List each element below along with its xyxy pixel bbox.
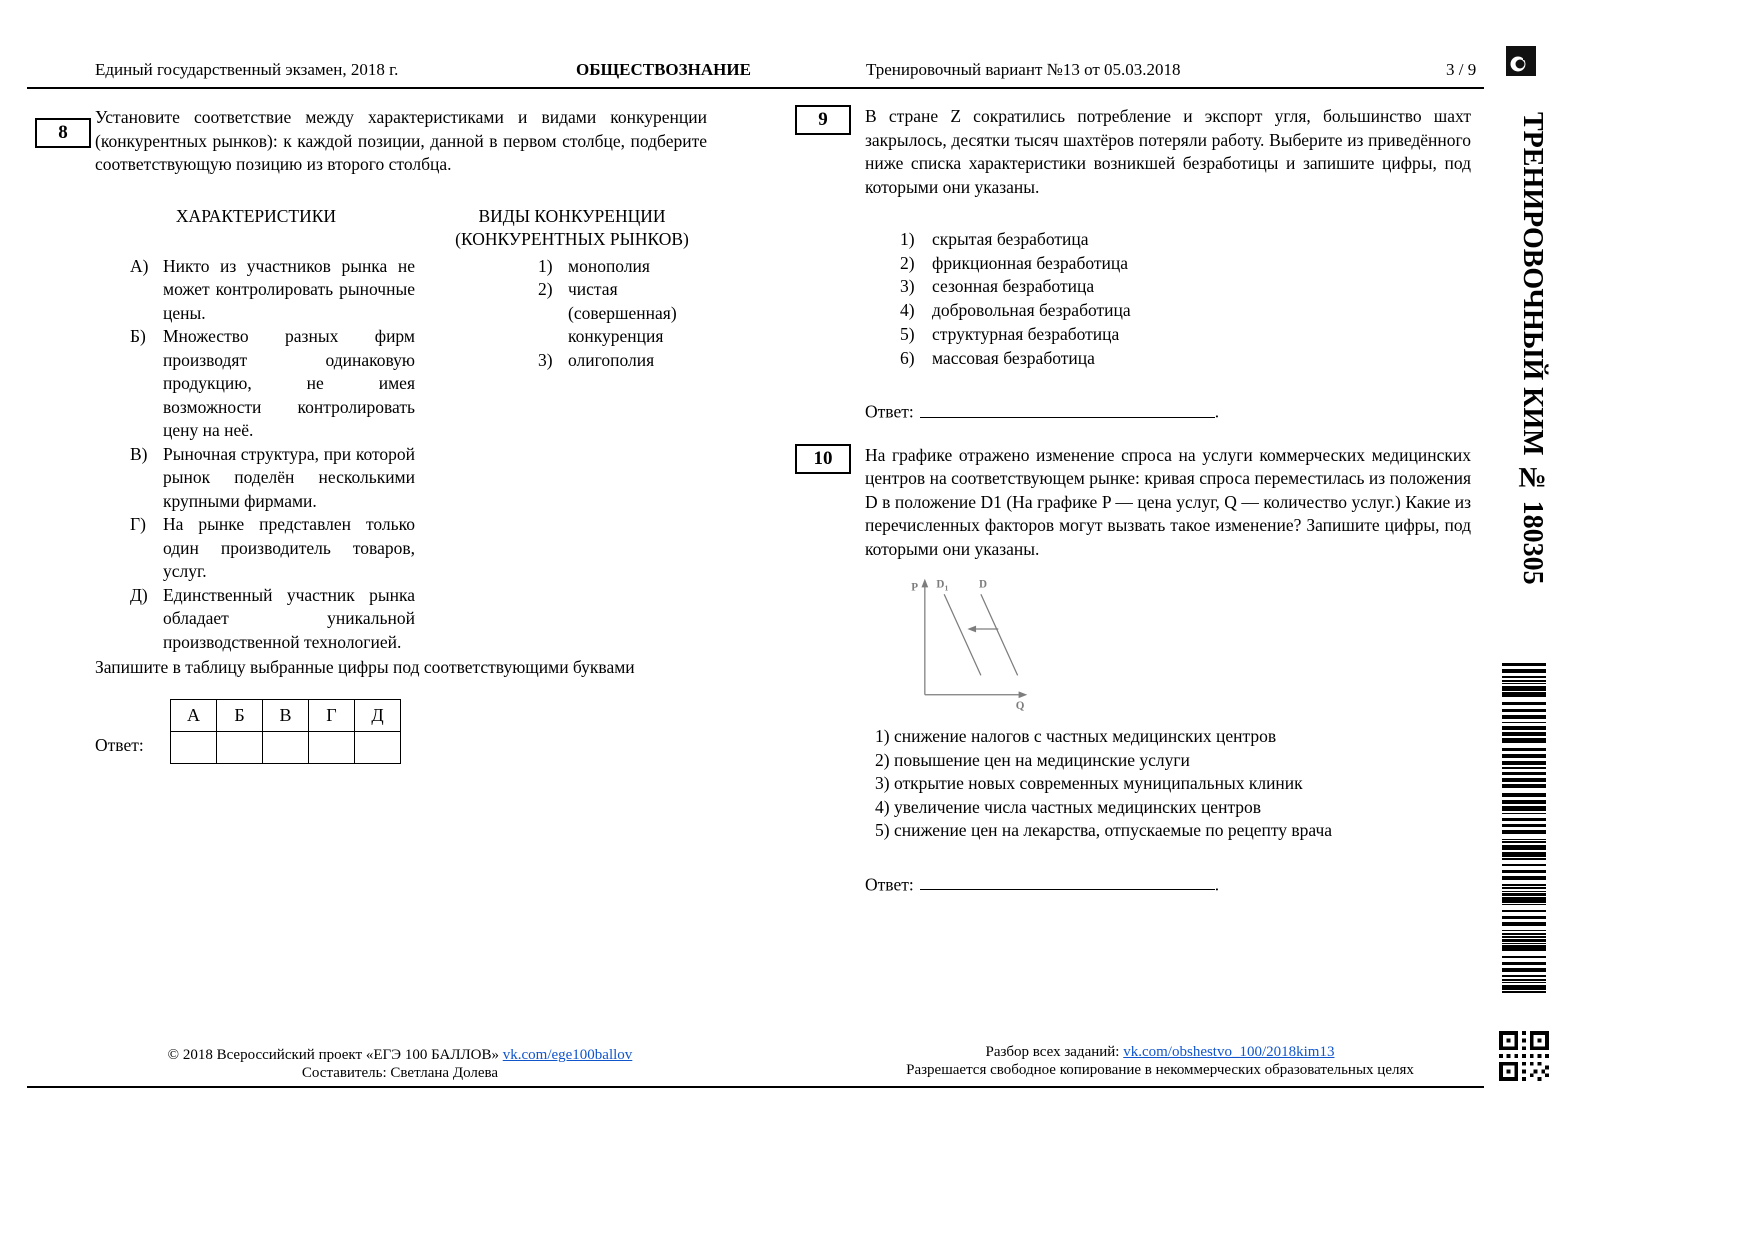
characteristic-item <box>95 255 417 326</box>
answer-cell <box>171 731 217 763</box>
demand-curve-d <box>981 594 1018 675</box>
option-item <box>900 347 1473 371</box>
item-text: Никто из участников рынка не может контролировать рыночные цены. <box>163 255 415 323</box>
item-number: 6) <box>900 347 915 368</box>
characteristic-item <box>95 443 417 514</box>
footer-divider <box>27 1086 1484 1088</box>
item-text: массовая безработица <box>932 347 1095 368</box>
answer-blank <box>920 872 1215 891</box>
demand-curve-d1 <box>944 594 981 675</box>
question-8-intro: Установите соответствие между характеристиками и видами конкуренции (конкурентных рынков): к каждой позиции, данной в первом столбце, подберите соответствующую позицию из второго столбца. <box>95 107 707 174</box>
footer-project-link[interactable]: vk.com/ege100ballov <box>502 1047 633 1063</box>
option-item <box>900 228 1473 252</box>
q9-answer-line <box>865 399 1473 423</box>
option-item: 4) увеличение числа частных медицинских центров <box>875 796 1262 817</box>
item-text: На рынке представлен только один производитель товаров, услуг. <box>163 514 415 581</box>
characteristic-item <box>95 584 417 655</box>
item-letter: В) <box>130 443 148 464</box>
answer-dot: . <box>1214 401 1220 422</box>
footer-solutions-line <box>880 1043 1440 1061</box>
q-axis-label: Q <box>1015 700 1025 713</box>
q8-answer-table <box>170 699 401 764</box>
q8-characteristics-list <box>95 255 417 655</box>
question-10-intro: На графике отражено изменение спроса на услуги коммерческих медицинских центров на соответствующем рынке: кривая спроса переместилась из положения D в положение D1 (На графике P — цена услуг, Q — количество услуг.) Какие из перечисленных факторов могут вызвать такое изменение? Запишите цифры, под которыми они указаны. <box>865 444 1471 559</box>
item-letter: Б) <box>130 326 146 346</box>
question-10 <box>795 444 1473 896</box>
item-number: 4) <box>900 300 915 321</box>
answer-table-header-cell: В <box>263 699 309 731</box>
footer-copyright-text: © 2018 Всероссийский проект «ЕГЭ 100 БАЛЛОВ» <box>167 1047 503 1063</box>
item-number: 1) <box>538 255 553 276</box>
q8-competition-types-list <box>538 255 708 655</box>
question-9-number: 9 <box>795 105 851 135</box>
option-item: 5) снижение цен на лекарства, отпускаемые по рецепту врача <box>875 820 1333 841</box>
q8-col2-header <box>447 205 697 252</box>
item-text: Множество разных фирм производят одинаковую продукцию, не имея возможности контролировать цену на неё. <box>163 326 415 440</box>
answer-table-header-row <box>171 699 401 731</box>
demand-shift-graph <box>903 571 1053 711</box>
item-letter: Д) <box>130 584 148 605</box>
footer-author: Составитель: Светлана Долева <box>301 1065 499 1081</box>
p-axis-arrow <box>921 579 928 588</box>
option-item: 3) открытие новых современных муниципальных клиник <box>875 773 1303 794</box>
header-divider <box>27 87 1484 89</box>
item-text: сезонная безработица <box>932 276 1095 297</box>
answer-cell <box>263 731 309 763</box>
item-number: 1) <box>900 229 915 249</box>
footer-solutions-link[interactable]: vk.com/obshestvo_100/2018kim13 <box>1123 1044 1335 1060</box>
item-number: 5) <box>900 323 915 344</box>
option-item <box>900 299 1473 323</box>
answer-label: Ответ: <box>865 401 914 422</box>
answer-cell <box>355 731 401 763</box>
item-number: 2) <box>900 252 915 273</box>
answer-label: Ответ: <box>865 874 914 895</box>
item-number: 2) <box>538 279 553 299</box>
q8-column-headers <box>95 205 710 252</box>
q-axis-arrow <box>1019 692 1028 699</box>
item-letter: А) <box>130 255 149 276</box>
q10-options-list <box>875 725 1473 843</box>
answer-blank <box>920 399 1215 418</box>
header-page-number: 3 / 9 <box>1446 60 1477 79</box>
answer-table-header-cell: Д <box>355 699 401 731</box>
item-text: олигополия <box>568 349 655 370</box>
type-item <box>538 255 708 279</box>
characteristic-item <box>95 325 417 443</box>
item-text: добровольная безработица <box>932 300 1131 321</box>
answer-cell <box>217 731 263 763</box>
answer-table-input-row <box>171 731 401 763</box>
item-text: Единственный участник рынка обладает уникальной производственной технологией. <box>163 584 415 652</box>
d1-curve-label: $D_1$ <box>936 578 949 593</box>
header-subject: ОБЩЕСТВОЗНАНИЕ <box>576 60 751 79</box>
question-10-number: 10 <box>795 444 851 474</box>
item-text: Рыночная структура, при которой рынок поделён несколькими крупными фирмами. <box>163 443 415 511</box>
footer-license-note: Разрешается свободное копирование в некоммерческих образовательных целях <box>906 1062 1414 1078</box>
header-exam-name: Единый государственный экзамен, 2018 г. <box>95 60 399 79</box>
item-number: 3) <box>900 276 915 297</box>
footer-solutions-text: Разбор всех заданий: <box>985 1044 1124 1060</box>
item-text: структурная безработица <box>932 323 1120 344</box>
q8-col2-header-line2: (КОНКУРЕНТНЫХ РЫНКОВ) <box>455 229 689 249</box>
item-text: монополия <box>568 255 650 276</box>
item-text: фрикционная безработица <box>932 252 1129 273</box>
question-9 <box>795 105 1473 423</box>
question-8 <box>35 106 710 764</box>
option-item: 1) снижение налогов с частных медицинских центров <box>875 726 1277 747</box>
option-item: 2) повышение цен на медицинские услуги <box>875 749 1190 770</box>
item-text: чистая (совершенная) конкуренция <box>568 279 677 346</box>
q8-col1-header: ХАРАКТЕРИСТИКИ <box>175 205 337 226</box>
q10-answer-line <box>865 872 1473 896</box>
answer-dot: . <box>1214 874 1220 895</box>
barcode <box>1502 663 1546 993</box>
q8-answer-row <box>95 699 710 764</box>
q9-options-list <box>900 228 1473 370</box>
item-letter: Г) <box>130 514 146 534</box>
q8-instruction: Запишите в таблицу выбранные цифры под соответствующими буквами <box>95 657 635 677</box>
footer-copyright-line <box>130 1046 670 1064</box>
question-8-number: 8 <box>35 118 91 148</box>
header-variant: Тренировочный вариант №13 от 05.03.2018 <box>866 60 1181 79</box>
footer-right <box>880 1043 1440 1079</box>
answer-table-header-cell: Б <box>217 699 263 731</box>
p-axis-label: P <box>911 581 919 594</box>
answer-table-header-cell: А <box>171 699 217 731</box>
qr-code <box>1499 1031 1549 1081</box>
type-item <box>538 278 708 349</box>
item-number: 3) <box>538 349 553 370</box>
question-9-intro: В стране Z сократились потребление и экспорт угля, большинство шахт закрылось, десятки тысяч шахтёров потеряли работу. Выберите из приведённого ниже списка характеристики возникшей безработицы и запишите цифры, под которыми они указаны. <box>865 106 1471 197</box>
publisher-logo-icon <box>1506 46 1536 76</box>
kim-vertical-label: ТРЕНИРОВОЧНЫЙ КИМ № 180305 <box>1517 112 1548 585</box>
answer-table-header-cell: Г <box>309 699 355 731</box>
footer-left <box>130 1046 670 1082</box>
option-item <box>900 323 1473 347</box>
characteristic-item <box>95 513 417 584</box>
q8-col2-header-line1: ВИДЫ КОНКУРЕНЦИИ <box>478 205 666 226</box>
d-curve-label: D <box>978 578 987 591</box>
option-item <box>900 252 1473 276</box>
option-item <box>900 275 1473 299</box>
item-text: скрытая безработица <box>932 229 1089 249</box>
type-item <box>538 349 708 373</box>
answer-label: Ответ: <box>95 734 144 755</box>
answer-cell <box>309 731 355 763</box>
